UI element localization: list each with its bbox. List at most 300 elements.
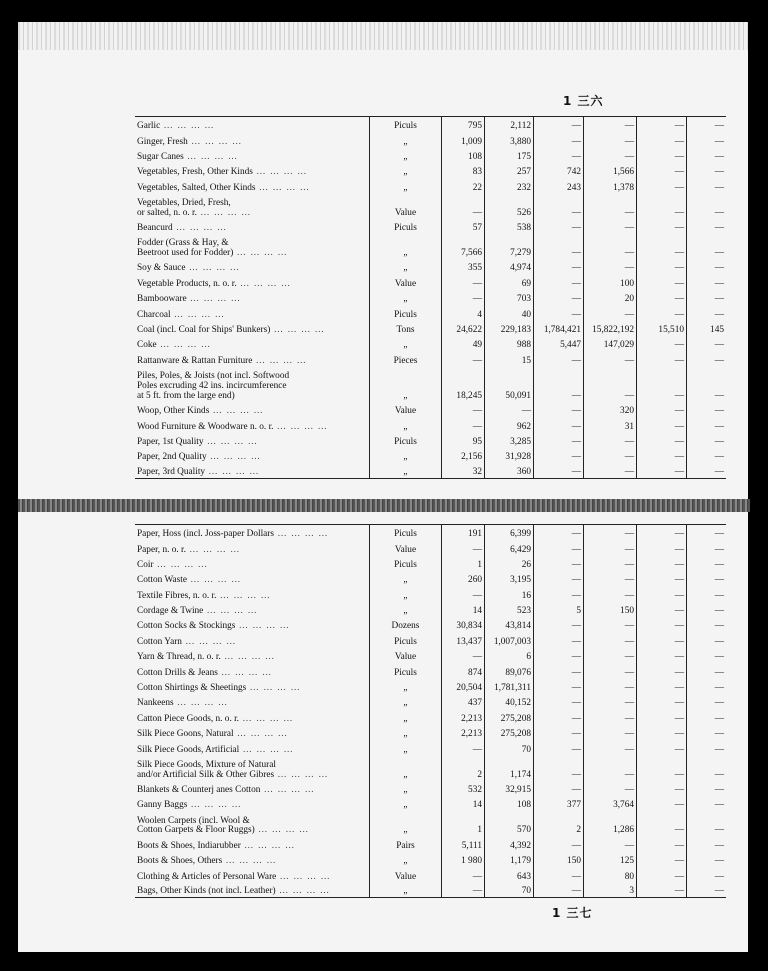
value-cell: 2,112 <box>485 117 534 132</box>
quantity-cell: — <box>442 867 485 882</box>
quantity-cell: 57 <box>442 218 485 233</box>
quantity-cell: 437 <box>442 694 485 709</box>
col6-cell: — <box>714 207 724 218</box>
col6-cell: — <box>714 406 724 417</box>
col3-cell: — <box>534 882 584 897</box>
col5-cell: — <box>637 117 687 132</box>
table-row <box>135 867 726 882</box>
quantity-cell: 2,156 <box>442 448 485 463</box>
col6-cell: — <box>714 151 724 162</box>
col3-cell: — <box>534 836 584 851</box>
value-cell: 1,179 <box>485 852 534 867</box>
unit-cell: „ <box>370 740 442 755</box>
col6-cell: — <box>714 355 724 366</box>
col4-cell: — <box>584 367 637 402</box>
unit-cell: Dozens <box>370 617 442 632</box>
unit-cell: Value <box>370 193 442 218</box>
col5-cell: — <box>637 305 687 320</box>
col6-cell: — <box>714 769 724 780</box>
scan-artifact <box>18 22 748 50</box>
table-row <box>135 163 726 178</box>
table-row <box>135 178 726 193</box>
page-number: 1 三七 <box>552 906 593 920</box>
table-row <box>135 755 726 780</box>
col3-cell: 5 <box>534 601 584 616</box>
col5-cell: — <box>637 132 687 147</box>
table-row <box>135 780 726 795</box>
table-row <box>135 402 726 417</box>
quantity-cell: 49 <box>442 336 485 351</box>
unit-cell: „ <box>370 852 442 867</box>
col4-cell: 20 <box>584 290 637 305</box>
item-name: Cotton Yarn … … … … <box>135 632 370 647</box>
value-cell: 538 <box>485 218 534 233</box>
col5-cell: — <box>637 852 687 867</box>
col4-cell: — <box>584 234 637 259</box>
quantity-cell: 83 <box>442 163 485 178</box>
value-cell: 70 <box>485 740 534 755</box>
col4-cell: — <box>584 678 637 693</box>
unit-cell: „ <box>370 709 442 724</box>
col6-cell: — <box>714 390 724 401</box>
quantity-cell: 795 <box>442 117 485 132</box>
value-cell: 15 <box>485 351 534 366</box>
unit-cell: „ <box>370 586 442 601</box>
col3-cell: — <box>534 617 584 632</box>
col5-cell: — <box>637 218 687 233</box>
col3-cell: 5,447 <box>534 336 584 351</box>
col4-cell: 125 <box>584 852 637 867</box>
table-row <box>135 448 726 463</box>
col3-cell: — <box>534 755 584 780</box>
item-name: Cotton Socks & Stockings … … … … <box>135 617 370 632</box>
col3-cell: — <box>534 571 584 586</box>
unit-cell: „ <box>370 259 442 274</box>
col3-cell: — <box>534 432 584 447</box>
col5-cell: — <box>637 836 687 851</box>
value-cell: 40 <box>485 305 534 320</box>
unit-cell: „ <box>370 463 442 478</box>
col3-cell: 742 <box>534 163 584 178</box>
col3-cell: 243 <box>534 178 584 193</box>
col6-cell: — <box>714 223 724 234</box>
value-cell: 962 <box>485 417 534 432</box>
value-cell: 232 <box>485 178 534 193</box>
col6-cell: — <box>714 698 724 709</box>
quantity-cell: — <box>442 586 485 601</box>
col4-cell: 15,822,192 <box>584 320 637 335</box>
value-cell: 1,174 <box>485 755 534 780</box>
col4-cell: — <box>584 432 637 447</box>
table-row <box>135 193 726 218</box>
col5-cell: — <box>637 586 687 601</box>
value-cell: 257 <box>485 163 534 178</box>
item-name: Yarn & Thread, n. o. r. … … … … <box>135 648 370 663</box>
value-cell: 6,429 <box>485 540 534 555</box>
table-row <box>135 648 726 663</box>
col6-cell: — <box>714 467 724 478</box>
item-name: Cotton Waste … … … … <box>135 571 370 586</box>
item-name: Silk Piece Goons, Natural … … … … <box>135 725 370 740</box>
col3-cell: — <box>534 218 584 233</box>
col4-cell: 3,764 <box>584 796 637 811</box>
col5-cell: — <box>637 755 687 780</box>
col4-cell: 80 <box>584 867 637 882</box>
col5-cell: — <box>637 725 687 740</box>
item-name: Vegetable Products, n. o. r. … … … … <box>135 274 370 289</box>
quantity-cell: — <box>442 540 485 555</box>
item-name: Woolen Carpets (incl. Wool & Cotton Garpets & Floor Ruggs) … … … … <box>135 811 370 836</box>
col6-cell: — <box>714 437 724 447</box>
col6-cell: — <box>714 121 724 132</box>
bottom-page <box>18 512 748 952</box>
item-name: Vegetables, Salted, Other Kinds … … … … <box>135 178 370 193</box>
col4-cell: — <box>584 617 637 632</box>
page-divider <box>18 499 750 512</box>
value-cell: 275,208 <box>485 725 534 740</box>
col5-cell: — <box>637 740 687 755</box>
item-name: Paper, 1st Quality … … … … <box>135 432 370 447</box>
col5-cell: — <box>637 678 687 693</box>
value-cell: 523 <box>485 601 534 616</box>
quantity-cell: 22 <box>442 178 485 193</box>
value-cell: 89,076 <box>485 663 534 678</box>
item-name: Clothing & Articles of Personal Ware … … … … <box>135 867 370 882</box>
table-row <box>135 274 726 289</box>
quantity-cell: 30,834 <box>442 617 485 632</box>
table-row <box>135 632 726 647</box>
table-row <box>135 836 726 851</box>
unit-cell: Piculs <box>370 117 442 132</box>
value-cell: 6 <box>485 648 534 663</box>
col6-cell: — <box>714 621 724 632</box>
col5-cell: — <box>637 617 687 632</box>
col3-cell: 377 <box>534 796 584 811</box>
value-cell: 32,915 <box>485 780 534 795</box>
col4-cell: — <box>584 663 637 678</box>
unit-cell: „ <box>370 780 442 795</box>
value-cell: 40,152 <box>485 694 534 709</box>
unit-cell: „ <box>370 290 442 305</box>
table-row <box>135 290 726 305</box>
col5-cell: — <box>637 432 687 447</box>
col3-cell: — <box>534 540 584 555</box>
col3-cell: 2 <box>534 811 584 836</box>
col4-cell: — <box>584 448 637 463</box>
value-cell: 3,880 <box>485 132 534 147</box>
col5-cell: — <box>637 632 687 647</box>
col3-cell: — <box>534 274 584 289</box>
item-name: Rattanware & Rattan Furniture … … … … <box>135 351 370 366</box>
value-cell: 16 <box>485 586 534 601</box>
col5-cell: — <box>637 463 687 478</box>
col6-cell: — <box>714 825 724 836</box>
col3-cell: — <box>534 780 584 795</box>
col5-cell: — <box>637 663 687 678</box>
table-row <box>135 725 726 740</box>
quantity-cell: 95 <box>442 432 485 447</box>
col3-cell: — <box>534 525 584 540</box>
quantity-cell: 355 <box>442 259 485 274</box>
item-name: Silk Piece Goods, Mixture of Natural and/or Artificial Silk & Other Gibres … … … … <box>135 755 370 780</box>
col6-cell: 145 <box>710 325 724 336</box>
quantity-cell: 5,111 <box>442 836 485 851</box>
col6-cell: — <box>714 667 724 678</box>
table-row <box>135 432 726 447</box>
unit-cell: Piculs <box>370 218 442 233</box>
quantity-cell: 1 <box>442 811 485 836</box>
table-row <box>135 740 726 755</box>
table-row <box>135 663 726 678</box>
col4-cell: — <box>584 836 637 851</box>
unit-cell: Value <box>370 867 442 882</box>
table-row <box>135 305 726 320</box>
col6-cell: — <box>714 871 724 882</box>
item-name: Textile Fibres, n. o. r. … … … … <box>135 586 370 601</box>
col6-cell: — <box>714 529 724 540</box>
value-cell: — <box>485 402 534 417</box>
item-name: Beancurd … … … … <box>135 218 370 233</box>
top-page <box>18 22 748 499</box>
quantity-cell: 18,245 <box>442 367 485 402</box>
col6-cell: — <box>714 544 724 555</box>
col6-cell: — <box>714 167 724 178</box>
col5-cell: — <box>637 274 687 289</box>
col4-cell: — <box>584 351 637 366</box>
col3-cell: 1,784,421 <box>534 320 584 335</box>
col3-cell: 150 <box>534 852 584 867</box>
col5-cell: — <box>637 163 687 178</box>
col6-cell: — <box>714 263 724 274</box>
unit-cell: Piculs <box>370 432 442 447</box>
item-name: Paper, 2nd Quality … … … … <box>135 448 370 463</box>
unit-cell: „ <box>370 882 442 897</box>
value-cell: 229,183 <box>485 320 534 335</box>
unit-cell: „ <box>370 367 442 402</box>
col5-cell: — <box>637 259 687 274</box>
quantity-cell: 32 <box>442 463 485 478</box>
quantity-cell: 2 <box>442 755 485 780</box>
quantity-cell: 14 <box>442 796 485 811</box>
col4-cell: — <box>584 632 637 647</box>
col5-cell: 15,510 <box>637 320 687 335</box>
col6-cell: — <box>714 182 724 193</box>
col4-cell: — <box>584 571 637 586</box>
col5-cell: — <box>637 867 687 882</box>
value-cell: 26 <box>485 555 534 570</box>
quantity-cell: — <box>442 290 485 305</box>
quantity-cell: 24,622 <box>442 320 485 335</box>
col6-cell: — <box>714 136 724 147</box>
quantity-cell: 20,504 <box>442 678 485 693</box>
value-cell: 526 <box>485 193 534 218</box>
col4-cell: — <box>584 193 637 218</box>
item-name: Charcoal … … … … <box>135 305 370 320</box>
unit-cell: Pairs <box>370 836 442 851</box>
col3-cell: — <box>534 709 584 724</box>
col6-cell: — <box>714 606 724 617</box>
col5-cell: — <box>637 811 687 836</box>
col6-cell: — <box>714 886 724 897</box>
col4-cell: — <box>584 463 637 478</box>
col4-cell: — <box>584 586 637 601</box>
col3-cell: — <box>534 132 584 147</box>
col4-cell: — <box>584 555 637 570</box>
table-row <box>135 218 726 233</box>
value-cell: 360 <box>485 463 534 478</box>
col5-cell: — <box>637 796 687 811</box>
col5-cell: — <box>637 417 687 432</box>
quantity-cell: — <box>442 882 485 897</box>
col6-cell: — <box>714 683 724 694</box>
item-name: Bags, Other Kinds (not incl. Leather) … … … … <box>135 882 370 897</box>
col4-cell: — <box>584 725 637 740</box>
quantity-cell: 532 <box>442 780 485 795</box>
unit-cell: „ <box>370 448 442 463</box>
quantity-cell: 2,213 <box>442 709 485 724</box>
value-cell: 108 <box>485 796 534 811</box>
table-row <box>135 601 726 616</box>
unit-cell: „ <box>370 694 442 709</box>
col6-cell: — <box>714 636 724 647</box>
item-name: Ganny Baggs … … … … <box>135 796 370 811</box>
col6-cell: — <box>714 309 724 320</box>
value-cell: 988 <box>485 336 534 351</box>
col5-cell: — <box>637 336 687 351</box>
col6-cell: — <box>714 856 724 867</box>
col4-cell: — <box>584 709 637 724</box>
col6-cell: — <box>714 340 724 351</box>
table-row <box>135 367 726 402</box>
item-name: Paper, n. o. r. … … … … <box>135 540 370 555</box>
value-cell: 43,814 <box>485 617 534 632</box>
col3-cell: — <box>534 259 584 274</box>
col5-cell: — <box>637 882 687 897</box>
table-row <box>135 117 726 132</box>
col6-cell: — <box>714 800 724 811</box>
item-name: Coke … … … … <box>135 336 370 351</box>
value-cell: 70 <box>485 882 534 897</box>
col5-cell: — <box>637 402 687 417</box>
col4-cell: — <box>584 117 637 132</box>
table-row <box>135 259 726 274</box>
col3-cell: — <box>534 694 584 709</box>
quantity-cell: 260 <box>442 571 485 586</box>
value-cell: 6,399 <box>485 525 534 540</box>
col3-cell: — <box>534 463 584 478</box>
item-name: Silk Piece Goods, Artificial … … … … <box>135 740 370 755</box>
col5-cell: — <box>637 540 687 555</box>
item-name: Boots & Shoes, Others … … … … <box>135 852 370 867</box>
quantity-cell: — <box>442 351 485 366</box>
item-name: Boots & Shoes, Indiarubber … … … … <box>135 836 370 851</box>
item-name: Cordage & Twine … … … … <box>135 601 370 616</box>
item-name: Nankeens … … … … <box>135 694 370 709</box>
col4-cell: — <box>584 132 637 147</box>
quantity-cell: — <box>442 417 485 432</box>
table-row <box>135 320 726 335</box>
col4-cell: — <box>584 218 637 233</box>
item-name: Bambooware … … … … <box>135 290 370 305</box>
col3-cell: — <box>534 290 584 305</box>
item-name: Coir … … … … <box>135 555 370 570</box>
unit-cell: Piculs <box>370 305 442 320</box>
value-cell: 175 <box>485 147 534 162</box>
quantity-cell: 874 <box>442 663 485 678</box>
table-row <box>135 234 726 259</box>
col6-cell: — <box>714 278 724 289</box>
value-cell: 570 <box>485 811 534 836</box>
col4-cell: 1,566 <box>584 163 637 178</box>
trade-table-bottom <box>135 524 726 898</box>
value-cell: 3,285 <box>485 432 534 447</box>
unit-cell: Piculs <box>370 525 442 540</box>
col5-cell: — <box>637 178 687 193</box>
col6-cell: — <box>714 652 724 663</box>
table-row <box>135 882 726 897</box>
unit-cell: Value <box>370 540 442 555</box>
unit-cell: „ <box>370 796 442 811</box>
unit-cell: „ <box>370 163 442 178</box>
item-name: Ginger, Fresh … … … … <box>135 132 370 147</box>
value-cell: 50,091 <box>485 367 534 402</box>
value-cell: 7,279 <box>485 234 534 259</box>
unit-cell: „ <box>370 811 442 836</box>
col3-cell: — <box>534 725 584 740</box>
unit-cell: „ <box>370 132 442 147</box>
value-cell: 1,007,003 <box>485 632 534 647</box>
col5-cell: — <box>637 193 687 218</box>
item-name: Coal (incl. Coal for Ships' Bunkers) … … … … <box>135 320 370 335</box>
unit-cell: Tons <box>370 320 442 335</box>
unit-cell: Piculs <box>370 632 442 647</box>
unit-cell: „ <box>370 417 442 432</box>
col4-cell: 100 <box>584 274 637 289</box>
unit-cell: Value <box>370 402 442 417</box>
quantity-cell: — <box>442 193 485 218</box>
table-row <box>135 555 726 570</box>
col4-cell: — <box>584 780 637 795</box>
col6-cell: — <box>714 575 724 586</box>
col4-cell: — <box>584 259 637 274</box>
trade-table-top <box>135 116 726 479</box>
col5-cell: — <box>637 709 687 724</box>
table-row <box>135 525 726 540</box>
table-row <box>135 709 726 724</box>
item-name: Cotton Drills & Jeans … … … … <box>135 663 370 678</box>
col6-cell: — <box>714 421 724 432</box>
item-name: Paper, Hoss (incl. Joss-paper Dollars … … … … <box>135 525 370 540</box>
col4-cell: — <box>584 755 637 780</box>
col3-cell: — <box>534 117 584 132</box>
quantity-cell: — <box>442 402 485 417</box>
quantity-cell: 13,437 <box>442 632 485 647</box>
unit-cell: „ <box>370 336 442 351</box>
col4-cell: 1,378 <box>584 178 637 193</box>
table-row <box>135 417 726 432</box>
value-cell: 275,208 <box>485 709 534 724</box>
quantity-cell: 2,213 <box>442 725 485 740</box>
item-name: Blankets & Counterj anes Cotton … … … … <box>135 780 370 795</box>
unit-cell: Pieces <box>370 351 442 366</box>
col5-cell: — <box>637 601 687 616</box>
quantity-cell: 191 <box>442 525 485 540</box>
table-row <box>135 147 726 162</box>
quantity-cell: — <box>442 648 485 663</box>
col3-cell: — <box>534 663 584 678</box>
quantity-cell: 4 <box>442 305 485 320</box>
col4-cell: — <box>584 648 637 663</box>
